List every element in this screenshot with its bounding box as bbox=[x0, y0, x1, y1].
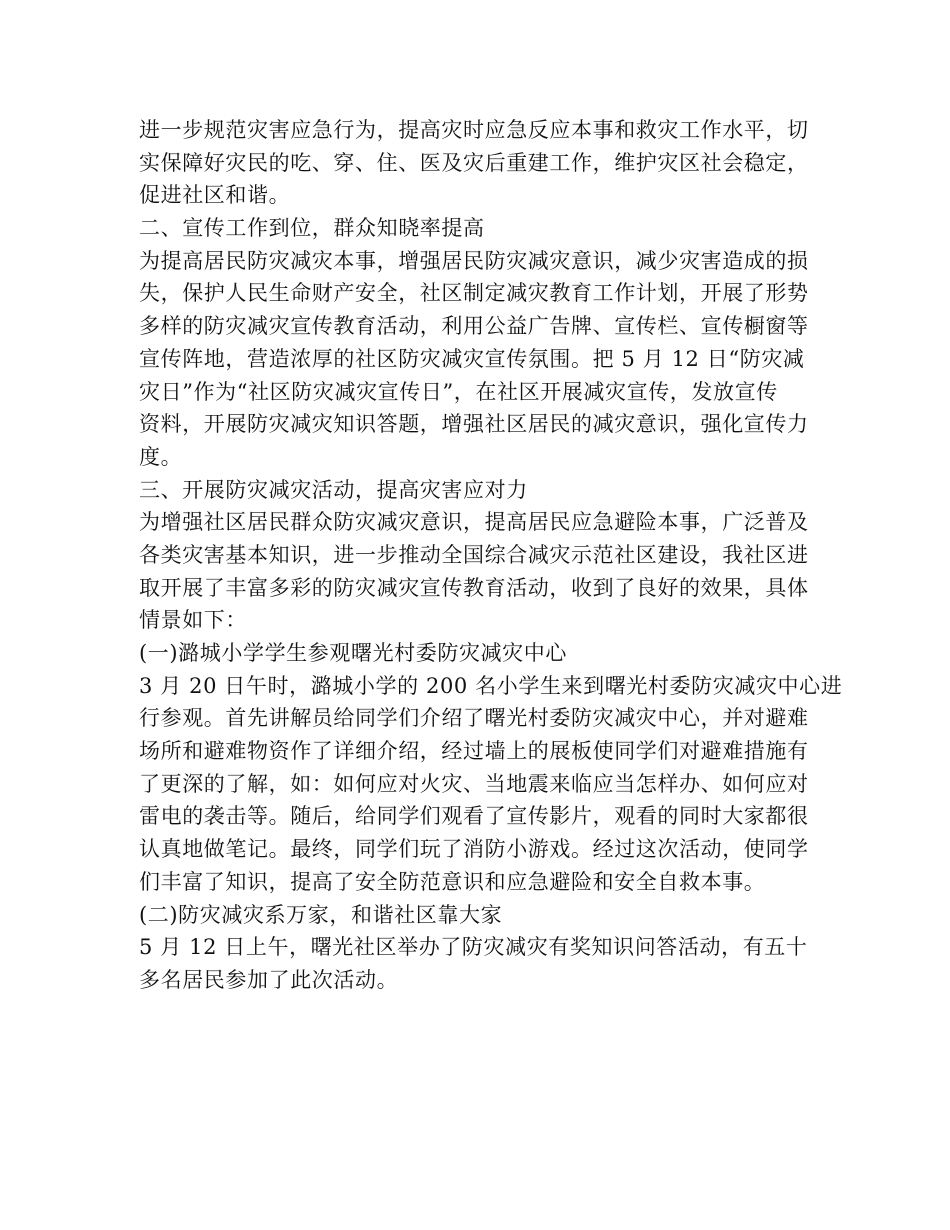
text-line: 3 月 20 日午时，潞城小学的 200 名小学生来到曙光村委防灾减灾中心进 bbox=[139, 673, 843, 698]
text-line: 行参观。首先讲解员给同学们介绍了曙光村委防灾减灾中心，并对避难 bbox=[139, 706, 809, 731]
text-line: 宣传阵地，营造浓厚的社区防灾减灾宣传氛围。把 5 月 12 日“防灾减 bbox=[139, 346, 805, 371]
text-line: 5 月 12 日上午，曙光社区举办了防灾减灾有奖知识问答活动，有五十 bbox=[139, 935, 808, 960]
text-line: 为增强社区居民群众防灾减灾意识，提高居民应急避险本事，广泛普及 bbox=[139, 510, 809, 535]
text-line: 雷电的袭击等。随后，给同学们观看了宣传影片，观看的同时大家都很 bbox=[139, 804, 809, 829]
subsection-heading: (一)潞城小学学生参观曙光村委防灾减灾中心 bbox=[139, 641, 567, 665]
section-heading: 三、开展防灾减灾活动，提高灾害应对力 bbox=[139, 477, 528, 502]
text-line: 为提高居民防灾减灾本事，增强居民防灾减灾意识，减少灾害造成的损 bbox=[139, 248, 809, 273]
text-line: 们丰富了知识，提高了安全防范意识和应急避险和安全自救本事。 bbox=[139, 869, 766, 894]
text-line: 各类灾害基本知识，进一步推动全国综合减灾示范社区建设，我社区进 bbox=[139, 542, 809, 567]
text-line: 取开展了丰富多彩的防灾减灾宣传教育活动，收到了良好的效果，具体 bbox=[139, 575, 809, 600]
text-line: 度。 bbox=[139, 444, 183, 469]
text-line: 进一步规范灾害应急行为，提高灾时应急反应本事和救灾工作水平，切 bbox=[139, 118, 809, 142]
text-line: 失，保护人民生命财产安全，社区制定减灾教育工作计划，开展了形势 bbox=[139, 281, 809, 306]
document-body bbox=[139, 114, 843, 997]
text-line: 认真地做笔记。最终，同学们玩了消防小游戏。经过这次活动，使同学 bbox=[139, 837, 809, 862]
text-line: 多名居民参加了此次活动。 bbox=[139, 967, 399, 992]
text-line: 促进社区和谐。 bbox=[139, 183, 291, 208]
text-line: 多样的防灾减灾宣传教育活动，利用公益广告牌、宣传栏、宣传橱窗等 bbox=[139, 314, 809, 339]
section-heading: 二、宣传工作到位，群众知晓率提高 bbox=[139, 216, 485, 241]
text-line: 实保障好灾民的吃、穿、住、医及灾后重建工作，维护灾区社会稳定， bbox=[139, 150, 809, 175]
text-line: 灾日”作为“社区防灾减灾宣传日”，在社区开展减灾宣传，发放宣传 bbox=[139, 379, 778, 404]
text-line: 了更深的了解，如：如何应对火灾、当地震来临应当怎样办、如何应对 bbox=[139, 771, 809, 796]
text-line: 场所和避难物资作了详细介绍，经过墙上的展板使同学们对避难措施有 bbox=[139, 739, 809, 764]
subsection-heading: (二)防灾减灾系万家，和谐社区靠大家 bbox=[139, 902, 503, 927]
text-line: 情景如下： bbox=[139, 608, 247, 633]
text-line: 资料，开展防灾减灾知识答题，增强社区居民的减灾意识，强化宣传力 bbox=[139, 412, 809, 437]
